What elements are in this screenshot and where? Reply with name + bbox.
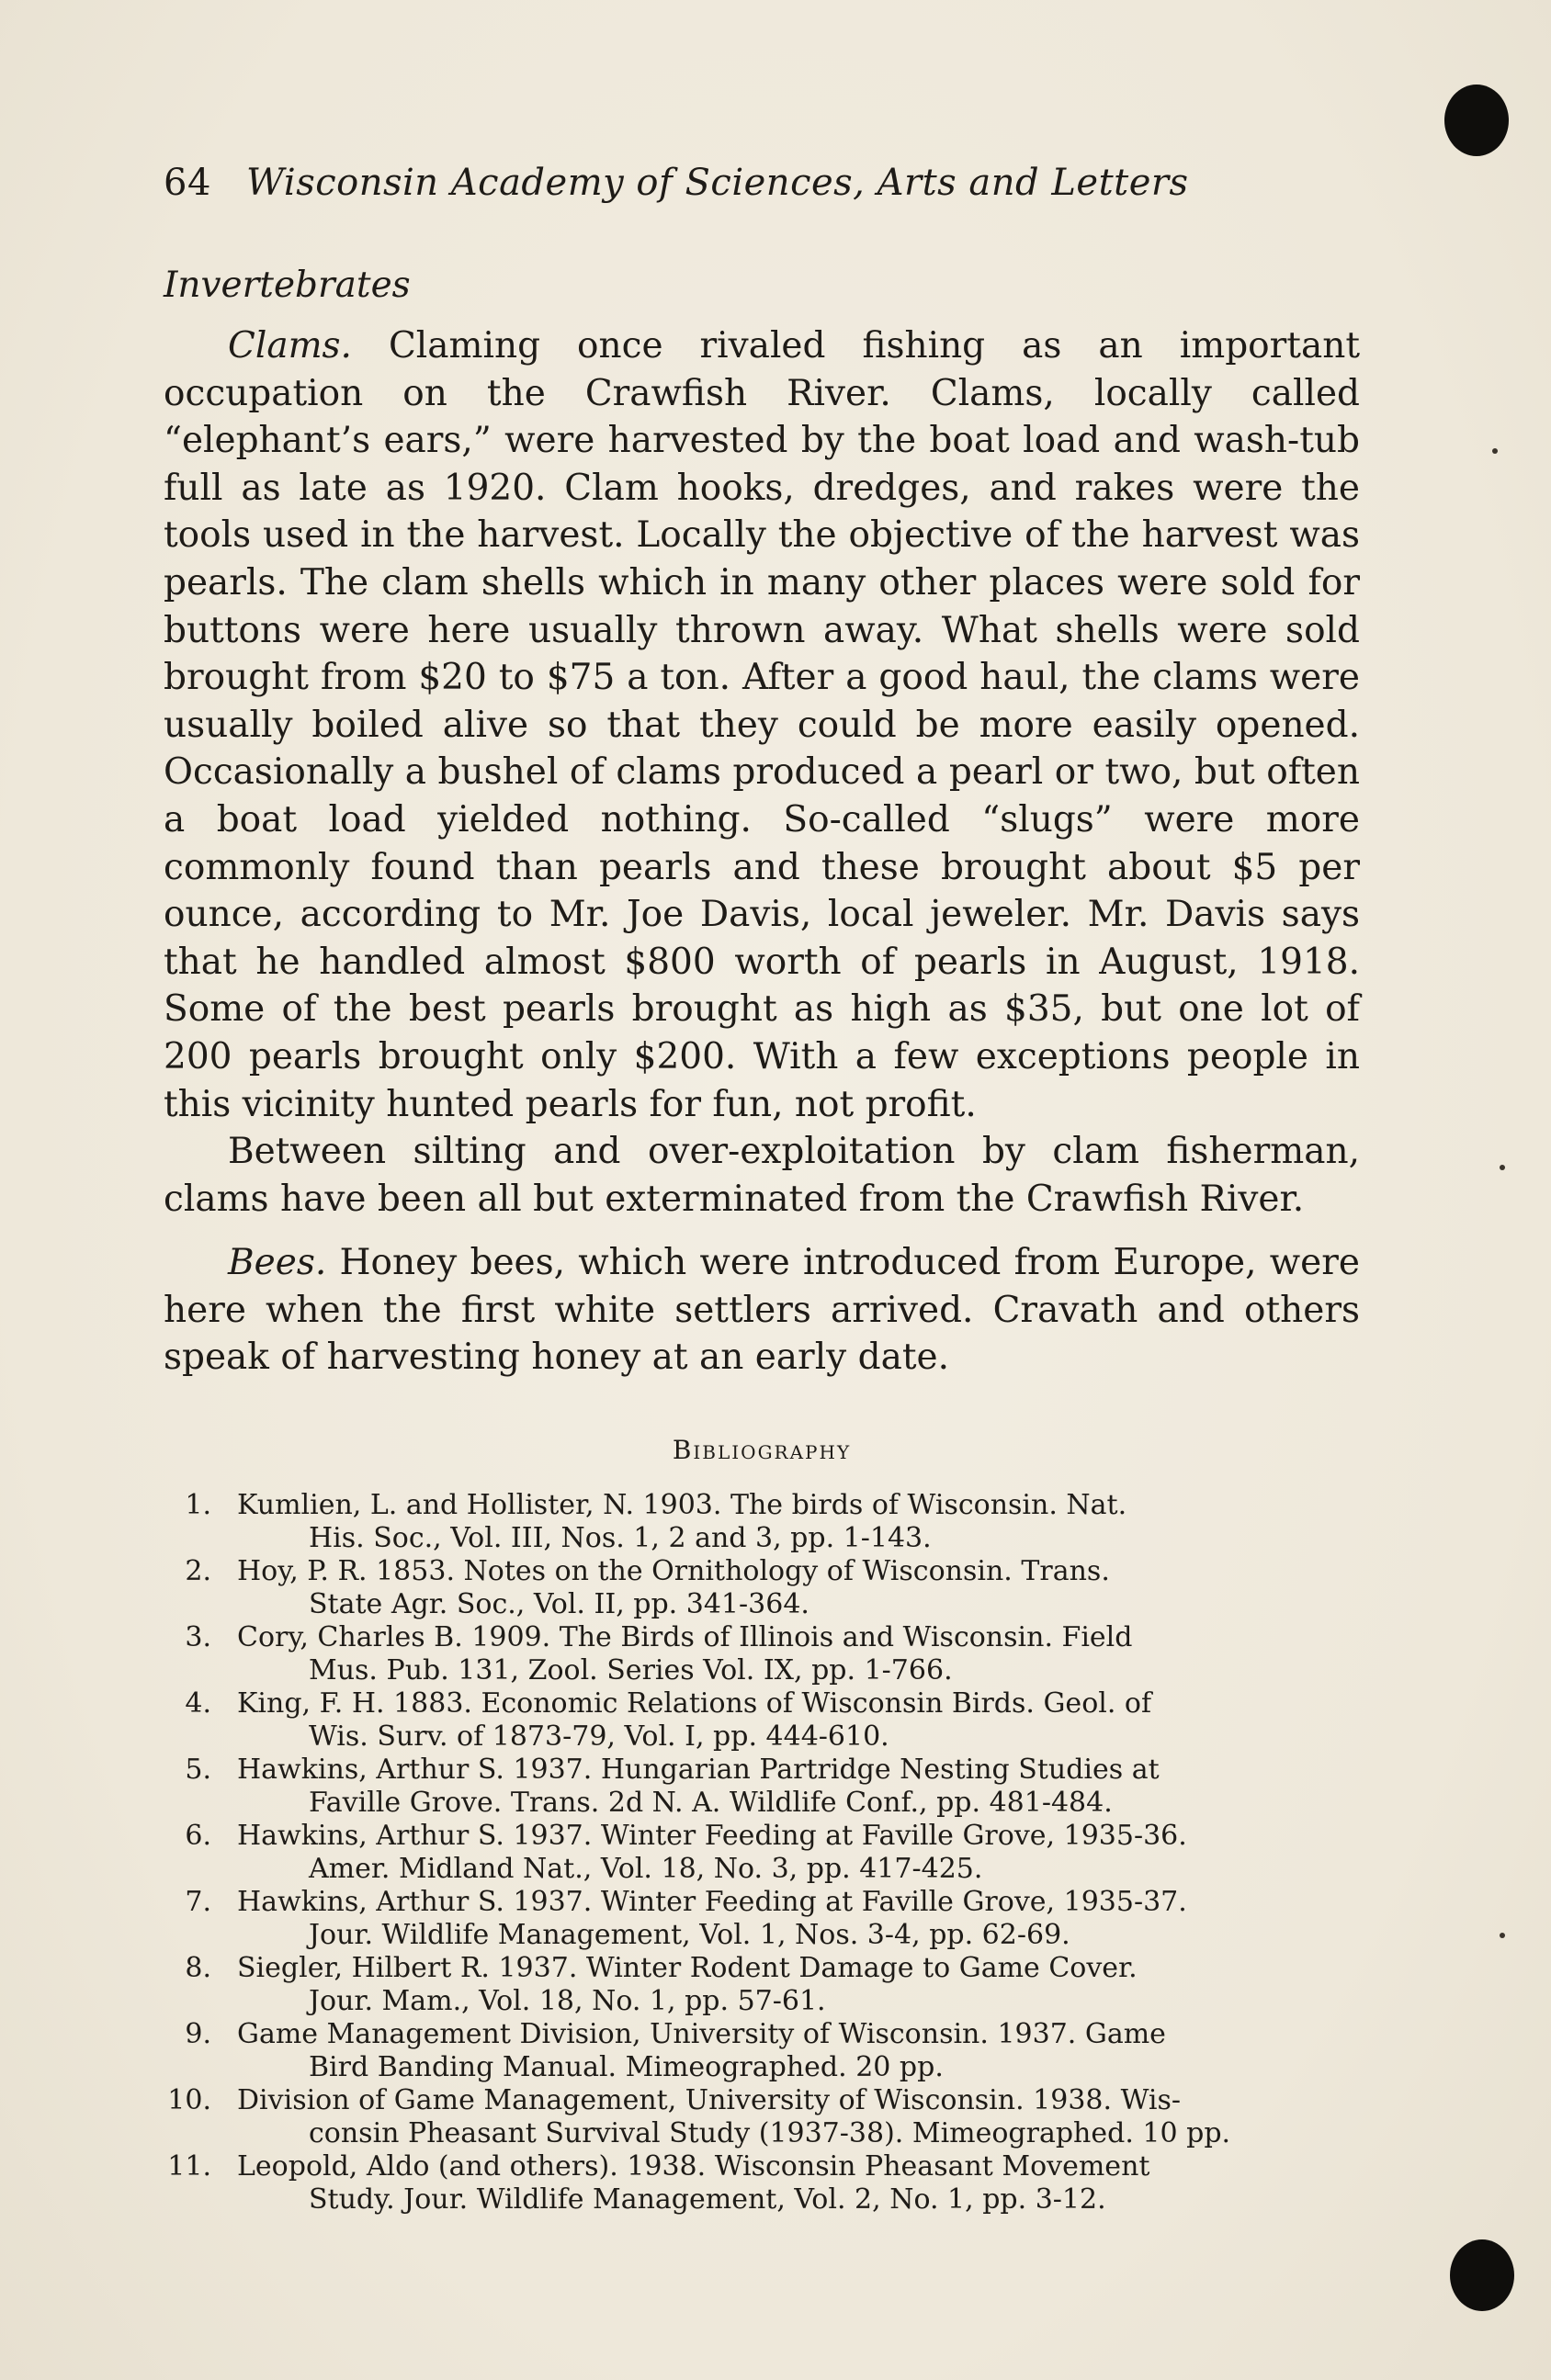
bibliography-entry xyxy=(164,1555,1360,1621)
bibliography-entry xyxy=(164,1621,1360,1687)
page-number: 64 xyxy=(164,162,211,204)
entry-number: 6. xyxy=(185,1820,211,1853)
entry-line-1: Cory, Charles B. 1909. The Birds of Illinois and Wisconsin. Field xyxy=(237,1621,1133,1654)
bibliography-entry xyxy=(164,1952,1360,2018)
bibliography-entry xyxy=(164,1489,1360,1555)
entry-line-2: Amer. Midland Nat., Vol. 18, No. 3, pp. 417-425. xyxy=(309,1853,983,1886)
entry-line-2: State Agr. Soc., Vol. II, pp. 341-364. xyxy=(309,1588,809,1621)
entry-line-2: Jour. Wildlife Management, Vol. 1, Nos. 3-4, pp. 62-69. xyxy=(309,1919,1070,1952)
bees-text: Honey bees, which were introduced from Europe, were here when the first white settlers arrived. Cravath and others speak of harvesting honey at an early date. xyxy=(164,1242,1360,1379)
bibliography-entry xyxy=(164,1687,1360,1754)
entry-number: 11. xyxy=(167,2150,211,2183)
page-content xyxy=(164,262,1360,2216)
entry-number: 10. xyxy=(167,2084,211,2117)
entry-number: 1. xyxy=(185,1489,211,1522)
paper-speck xyxy=(1500,1165,1505,1170)
entry-line-2: Jour. Mam., Vol. 18, No. 1, pp. 57-61. xyxy=(309,1985,826,2018)
entry-line-1: King, F. H. 1883. Economic Relations of Wisconsin Birds. Geol. of xyxy=(237,1687,1152,1720)
entry-line-2: Mus. Pub. 131, Zool. Series Vol. IX, pp. 1-766. xyxy=(309,1654,953,1687)
entry-line-2: consin Pheasant Survival Study (1937-38). Mimeographed. 10 pp. xyxy=(309,2117,1231,2150)
bees-paragraph xyxy=(164,1239,1360,1382)
entry-line-1: Siegler, Hilbert R. 1937. Winter Rodent Damage to Game Cover. xyxy=(237,1952,1138,1985)
entry-number: 9. xyxy=(185,2018,211,2051)
bees-lead: Bees. xyxy=(228,1242,327,1284)
section-heading: Invertebrates xyxy=(164,265,411,306)
entry-line-1: Division of Game Management, University of Wisconsin. 1938. Wis- xyxy=(237,2084,1182,2117)
punch-hole-bottom xyxy=(1450,2239,1514,2311)
clams-text: Claming once rivaled fishing as an important occupation on the Crawfish River. Clams, locally called “elephant’s ears,” were harvested by the boat load and wash-tub full as late as 1920. Clam hooks, dredges, and rakes were the tools used in the harvest. Locally the objective of the harvest was pearls. The clam shells which in many other places were sold for buttons were here usually thrown away. What shells were sold brought from $20 to $75 a ton. After a good haul, the clams were usually boiled alive so that they could be more easily opened. Occasionally a bushel of clams produced a pearl or two, but often a boat load yielded nothing. So-called “slugs” were more commonly found than pearls and these brought about $5 per ounce, according to Mr. Joe Davis, local jeweler. Mr. Davis says that he handled almost $800 worth of pearls in August, 1918. Some of the best pearls brought as high as $35, but one lot of 200 pearls brought only $200. With a few exceptions people in this vicinity hunted pearls for fun, not profit. xyxy=(164,325,1360,1125)
clams-paragraph xyxy=(164,322,1360,1128)
entry-number: 7. xyxy=(185,1886,211,1919)
entry-line-1: Hawkins, Arthur S. 1937. Winter Feeding at Faville Grove, 1935-37. xyxy=(237,1886,1187,1919)
silting-text: Between silting and over-exploitation by clam fisherman, clams have been all but exterminated from the Crawfish River. xyxy=(164,1131,1360,1220)
bibliography-entry xyxy=(164,1754,1360,1820)
bibliography-entry xyxy=(164,2084,1360,2150)
entry-line-1: Hoy, P. R. 1853. Notes on the Ornithology of Wisconsin. Trans. xyxy=(237,1555,1110,1588)
entry-line-2: Study. Jour. Wildlife Management, Vol. 2, No. 1, pp. 3-12. xyxy=(309,2183,1106,2216)
entry-number: 5. xyxy=(185,1754,211,1787)
entry-line-2: Faville Grove. Trans. 2d N. A. Wildlife Conf., pp. 481-484. xyxy=(309,1787,1113,1820)
punch-hole-top xyxy=(1444,85,1509,156)
bibliography-list xyxy=(164,1489,1360,2216)
journal-title: Wisconsin Academy of Sciences, Arts and Letters xyxy=(246,162,1189,204)
silting-paragraph xyxy=(164,1128,1360,1223)
bibliography-entry xyxy=(164,1886,1360,1952)
bibliography-heading: Bibliography xyxy=(672,1435,852,1466)
bibliography-entry xyxy=(164,1820,1360,1886)
running-head xyxy=(164,162,1189,204)
entry-number: 8. xyxy=(185,1952,211,1985)
entry-line-2: Wis. Surv. of 1873-79, Vol. I, pp. 444-610. xyxy=(309,1720,889,1754)
entry-line-1: Kumlien, L. and Hollister, N. 1903. The birds of Wisconsin. Nat. xyxy=(237,1489,1127,1522)
entry-line-1: Hawkins, Arthur S. 1937. Winter Feeding at Faville Grove, 1935-36. xyxy=(237,1820,1187,1853)
entry-line-1: Game Management Division, University of Wisconsin. 1937. Game xyxy=(237,2018,1166,2051)
paper-speck xyxy=(1500,1933,1505,1938)
entry-number: 2. xyxy=(185,1555,211,1588)
entry-line-2: His. Soc., Vol. III, Nos. 1, 2 and 3, pp. 1-143. xyxy=(309,1522,932,1555)
bibliography-entry xyxy=(164,2150,1360,2216)
entry-line-1: Hawkins, Arthur S. 1937. Hungarian Partridge Nesting Studies at xyxy=(237,1754,1160,1787)
entry-line-1: Leopold, Aldo (and others). 1938. Wisconsin Pheasant Movement xyxy=(237,2150,1150,2183)
paper-speck xyxy=(1492,448,1498,454)
entry-number: 4. xyxy=(185,1687,211,1720)
entry-number: 3. xyxy=(185,1621,211,1654)
clams-lead: Clams. xyxy=(228,325,352,367)
bibliography-entry xyxy=(164,2018,1360,2084)
entry-line-2: Bird Banding Manual. Mimeographed. 20 pp. xyxy=(309,2051,944,2084)
